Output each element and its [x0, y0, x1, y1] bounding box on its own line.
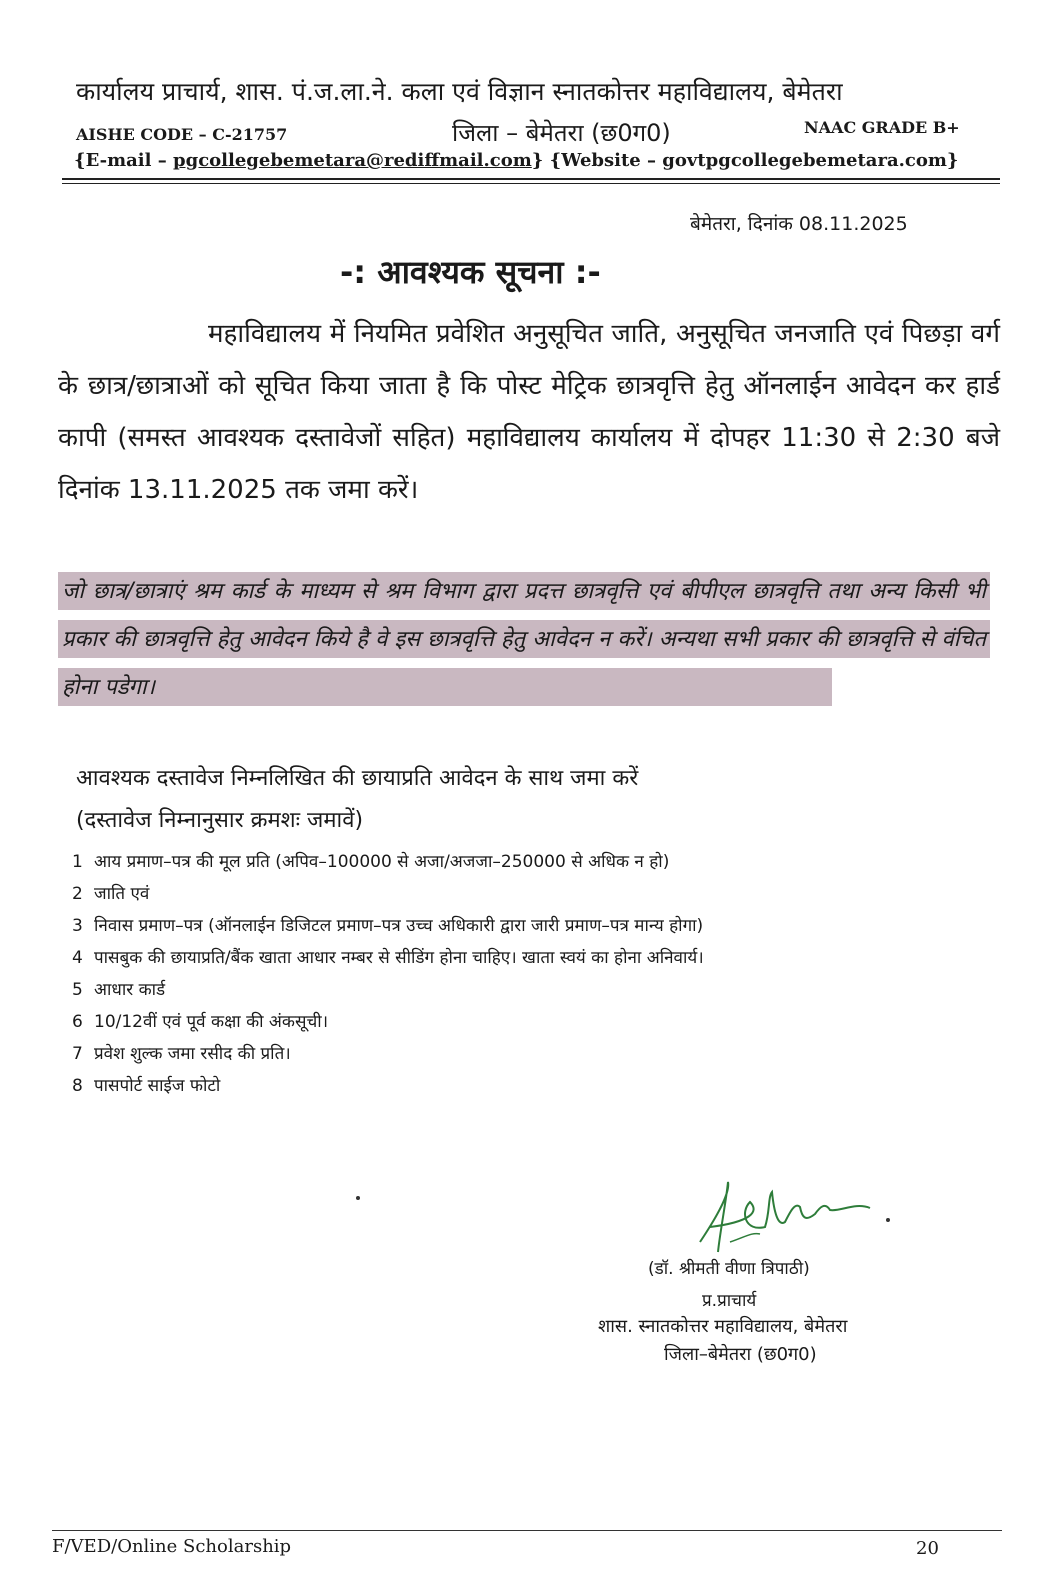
- header-rule: [62, 178, 1000, 180]
- signatory-designation: प्र.प्राचार्य: [702, 1291, 757, 1311]
- documents-list: [72, 846, 938, 1102]
- notice-date: बेमेतरा, दिनांक 08.11.2025: [690, 213, 908, 235]
- notice-title: -: आवश्यक सूचना :-: [340, 253, 601, 291]
- contact-line: [74, 150, 958, 171]
- naac-grade: NAAC GRADE B+: [804, 118, 960, 137]
- notice-body: महाविद्यालय में नियमित प्रवेशित अनुसूचित जाति, अनुसूचित जनजाति एवं पिछड़ा वर्ग के छात्र/छात्राओं को सूचित किया जाता है कि पोस्ट मेट्रिक छात्रवृत्ति हेतु ऑनलाईन आवेदन कर हार्ड कापी (समस्त आवश्यक दस्तावेजों सहित) महाविद्यालय कार्यालय में दोपहर 11:30 से 2:30 बजे दिनांक 13.11.2025 तक जमा करें।: [58, 319, 1000, 505]
- email-prefix: {E-mail –: [74, 150, 174, 171]
- email-suffix: }: [531, 150, 544, 171]
- list-item: 2 जाति एवं: [72, 884, 150, 904]
- signature-image: [690, 1172, 880, 1262]
- signatory-college: शास. स्नातकोत्तर महाविद्यालय, बेमेतरा: [598, 1316, 848, 1337]
- office-heading: कार्यालय प्राचार्य, शास. पं.ज.ला.ने. कला एवं विज्ञान स्नातकोत्तर महाविद्यालय, बेमेतरा: [76, 77, 843, 106]
- list-item: 1 आय प्रमाण–पत्र की मूल प्रति (अपिव–100000 से अजा/अजजा–250000 से अधिक न हो): [72, 852, 670, 872]
- email-link[interactable]: pgcollegebemetara@rediffmail.com: [173, 150, 532, 171]
- signatory-district: जिला–बेमेतरा (छ0ग0): [664, 1344, 817, 1365]
- district-line: जिला – बेमेतरा (छ0ग0): [452, 119, 671, 147]
- footer-reference: F/VED/Online Scholarship: [52, 1536, 292, 1557]
- list-item: 3 निवास प्रमाण–पत्र (ऑनलाईन डिजिटल प्रमाण–पत्र उच्च अधिकारी द्वारा जारी प्रमाण–पत्र मान्य होगा): [72, 916, 704, 936]
- footer-rule: [52, 1530, 1002, 1531]
- stray-mark: [886, 1218, 890, 1222]
- warning-text: जो छात्र/छात्राएं श्रम कार्ड के माध्यम से श्रम विभाग द्वारा प्रदत्त छात्रवृत्ति एवं बीपीएल छात्रवृत्ति तथा अन्य किसी भी प्रकार की छात्रवृत्ति हेतु आवेदन किये है वे इस छात्रवृत्ति हेतु आवेदन न करें। अन्यथा सभी प्रकार की छात्रवृत्ति से वंचित होना पडेगा।: [62, 579, 986, 700]
- page-number: 20: [916, 1538, 939, 1559]
- list-item: 8 पासपोर्ट साईज फोटो: [72, 1076, 221, 1096]
- documents-subheading: (दस्तावेज निम्नानुसार क्रमशः जमावें): [76, 808, 364, 833]
- documents-heading: आवश्यक दस्तावेज निम्नलिखित की छायाप्रति आवेदन के साथ जमा करें: [76, 766, 639, 791]
- list-item: 5 आधार कार्ड: [72, 980, 166, 1000]
- signature-flourish: [730, 1234, 760, 1242]
- highlighted-warning: [58, 568, 990, 708]
- header-rule-thin: [62, 183, 1000, 184]
- list-item: 6 10/12वीं एवं पूर्व कक्षा की अंकसूची।: [72, 1012, 329, 1032]
- list-item: 7 प्रवेश शुल्क जमा रसीद की प्रति।: [72, 1044, 291, 1064]
- aishe-code: AISHE CODE – C-21757: [76, 125, 288, 144]
- list-item: 4 पासबुक की छायाप्रति/बैंक खाता आधार नम्बर से सीडिंग होना चाहिए। खाता स्वयं का होना अनिवार्य।: [72, 948, 704, 968]
- stray-mark: [356, 1196, 360, 1200]
- signatory-name: (डॉ. श्रीमती वीणा त्रिपाठी): [648, 1259, 810, 1279]
- website-link[interactable]: {Website – govtpgcollegebemetara.com}: [549, 150, 959, 171]
- signature-stroke: [700, 1182, 870, 1252]
